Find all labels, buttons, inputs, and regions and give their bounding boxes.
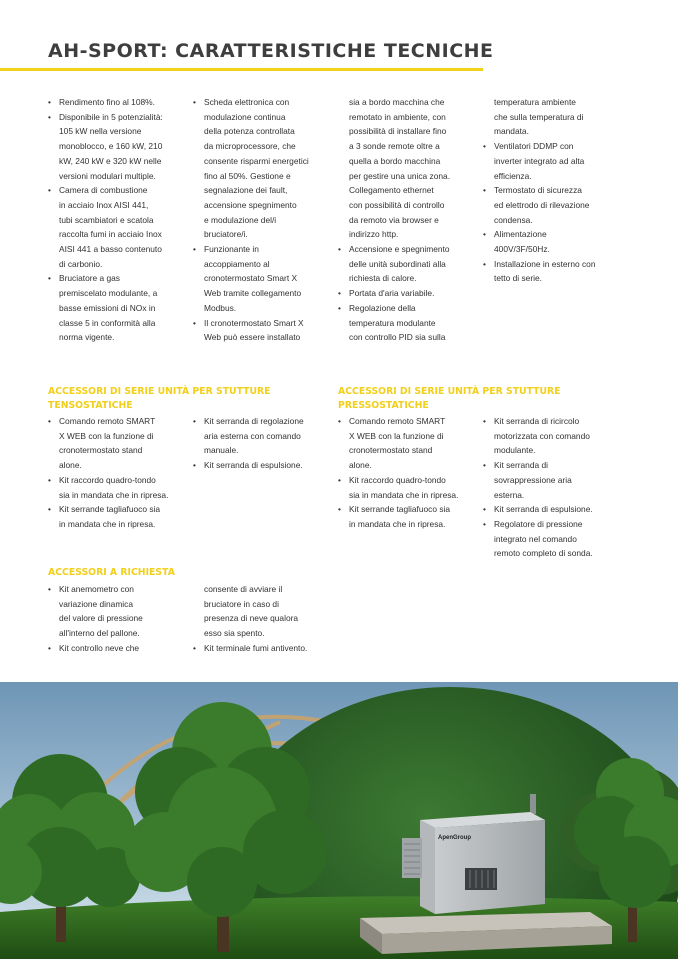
list-item: efficienza. [494,170,532,181]
list-item: indirizzo http. [349,229,399,240]
list-item: aria esterna con comando [204,430,301,441]
list-item: cronotermostato stand [59,445,143,456]
list-item: da microprocessore, che [204,141,296,152]
list-item: • Kit serranda di ricircolo [483,414,615,429]
list-item: all'interno del pallone. [59,628,140,639]
list-item: • Camera di combustione [48,183,180,198]
section-title-line: TENSOSTATICHE [48,400,133,411]
list-item: di carbonio. [59,258,103,269]
list-item: remoto completo di sonda. [494,548,593,559]
list-item: • Rendimento fino al 108%. [48,95,180,110]
specs-column-4 [483,95,615,286]
section-title-line: ACCESSORI DI SERIE UNITÀ PER STUTTURE [48,386,271,397]
list-item: possibilità di installare fino [349,126,447,137]
richiesta-column-2 [193,582,325,656]
list-item: da remoto via browser e [349,214,439,225]
specs-column-3 [338,95,470,345]
list-item: temperatura ambiente [494,97,576,107]
list-item: raccolta fumi in acciaio Inox [59,229,162,240]
list-item: • Disponibile in 5 potenzialità: [48,110,180,125]
tenso-list-2 [193,414,325,473]
list-item: tetto di serie. [494,273,542,284]
list-item: X WEB con la funzione di [349,430,444,441]
section-title-line: ACCESSORI DI SERIE UNITÀ PER STUTTURE [338,386,561,397]
list-item: bruciatore/i. [204,229,248,240]
list-item: della potenza controllata [204,126,295,137]
list-item: ed elettrodo di rilevazione [494,199,590,210]
list-item: AISI 441 a basso contenuto [59,244,162,255]
page-title: AH-SPORT: CARATTERISTICHE TECNICHE [48,40,494,62]
specs-list-4 [483,95,615,286]
list-item: sovrappressione aria [494,474,572,485]
brand-logo: ApenGroup [438,835,471,841]
section-title-tensostatiche [48,385,328,413]
list-item: e modulazione del/i [204,214,277,225]
list-item: in mandata che in ripresa. [59,518,156,529]
list-item: modulante. [494,445,536,456]
specs-column-1 [48,95,180,345]
list-item: • Kit raccordo quadro-tondo [338,473,470,488]
tenso-column-1 [48,414,180,532]
section-title-line: PRESSOSTATICHE [338,400,429,411]
list-item: classe 5 in conformità alla [59,317,156,328]
presso-list-2 [483,414,615,561]
list-item: modulazione continua [204,111,286,122]
list-item: • Ventilatori DDMP con [483,139,615,154]
list-item: con possibilità di controllo [349,199,445,210]
list-item: bruciatore in caso di [204,598,279,609]
list-item: 400V/3F/50Hz. [494,244,550,255]
list-item: • Installazione in esterno con [483,257,615,272]
specs-column-2 [193,95,325,345]
list-item: presenza di neve qualora [204,613,299,624]
list-item: inverter integrato ad alta [494,155,585,166]
list-item: del valore di pressione [59,613,143,624]
list-item: sia in mandata che in ripresa. [59,489,169,500]
presso-column-2 [483,414,615,561]
list-item: segnalazione dei fault, [204,185,288,196]
specs-list-3 [338,95,470,345]
list-item: • Accensione e spegnimento [338,242,470,257]
list-item: manuale. [204,445,239,456]
list-item: • Kit serranda di espulsione. [193,458,325,473]
list-item: • Kit terminale fumi antivento. [193,641,325,656]
list-item: accoppiamento al [204,258,270,269]
list-item: • Regolatore di pressione [483,517,615,532]
list-item: • Kit serranda di espulsione. [483,502,615,517]
list-item: temperatura modulante [349,317,436,328]
specs-list-2 [193,95,325,345]
list-item: • Kit serrande tagliafuoco sia [48,502,180,517]
list-item: condensa. [494,214,533,225]
list-item: versioni modulari multiple. [59,170,156,181]
richiesta-list-2 [193,582,325,656]
list-item: alone. [349,460,372,471]
list-item: cronotermostato Smart X [204,273,298,284]
list-item: sia a bordo macchina che [349,97,445,107]
product-illustration [0,682,678,959]
list-item: • Scheda elettronica con [193,95,325,110]
list-item: • Kit serranda di [483,458,615,473]
list-item: per gestire una unica zona. [349,170,451,181]
list-item: Web può essere installato [204,332,301,343]
list-item: sia in mandata che in ripresa. [349,489,459,500]
list-item: con controllo PID sia sulla [349,332,446,343]
list-item: • Bruciatore a gas [48,271,180,286]
presso-list-1 [338,414,470,532]
list-item: • Alimentazione [483,227,615,242]
list-item: X WEB con la funzione di [59,430,154,441]
list-item: • Portata d'aria variabile. [338,286,470,301]
list-item: monoblocco, e 160 kW, 210 [59,141,163,152]
list-item: quella a bordo macchina [349,155,441,166]
list-item: richiesta di calore. [349,273,417,284]
list-item: mandata. [494,126,529,137]
list-item: a 3 sonde remote oltre a [349,141,440,152]
list-item: • Comando remoto SMART [48,414,180,429]
list-item: cronotermostato stand [349,445,433,456]
title-underline [0,68,483,71]
list-item: integrato nel comando [494,533,577,544]
list-item: fino al 50%. Gestione e [204,170,291,181]
list-item: in mandata che in ripresa. [349,518,446,529]
list-item: esso sia spento. [204,628,265,639]
list-item: alone. [59,460,82,471]
list-item: consente risparmi energetici [204,155,309,166]
presso-column-1 [338,414,470,532]
section-title-richiesta: ACCESSORI A RICHIESTA [48,567,175,578]
list-item: delle unità subordinati alla [349,258,446,269]
list-item: esterna. [494,489,525,500]
richiesta-column-1 [48,582,180,656]
list-item: tubi scambiatori e scatola [59,214,154,225]
list-item: • Il cronotermostato Smart X [193,316,325,331]
list-item: consente di avviare il [204,584,283,594]
list-item: Web tramite collegamento [204,288,302,299]
list-item: premiscelato modulante, a [59,288,158,299]
list-item: • Regolazione della [338,301,470,316]
tenso-column-2 [193,414,325,473]
list-item: • Comando remoto SMART [338,414,470,429]
list-item: remotato in ambiente, con [349,111,446,122]
list-item: variazione dinamica [59,598,134,609]
list-item: • Kit serrande tagliafuoco sia [338,502,470,517]
list-item: • Kit raccordo quadro-tondo [48,473,180,488]
list-item: basse emissioni di NOx in [59,302,156,313]
list-item: accensione spegnimento [204,199,297,210]
list-item: che sulla temperatura di [494,111,584,122]
richiesta-list-1 [48,582,180,656]
list-item: • Kit anemometro con [48,582,180,597]
list-item: norma vigente. [59,332,115,343]
section-title-pressostatiche [338,385,618,413]
list-item: motorizzata con comando [494,430,590,441]
specs-list-1 [48,95,180,345]
list-item: • Termostato di sicurezza [483,183,615,198]
list-item: 105 kW nella versione [59,126,142,137]
list-item: Modbus. [204,302,237,313]
list-item: in acciaio Inox AISI 441, [59,199,149,210]
list-item: Collegamento ethernet [349,185,434,196]
list-item: • Kit serranda di regolazione [193,414,325,429]
tenso-list-1 [48,414,180,532]
list-item: • Kit controllo neve che [48,641,180,656]
list-item: kW, 240 kW e 320 kW nelle [59,155,162,166]
list-item: • Funzionante in [193,242,325,257]
